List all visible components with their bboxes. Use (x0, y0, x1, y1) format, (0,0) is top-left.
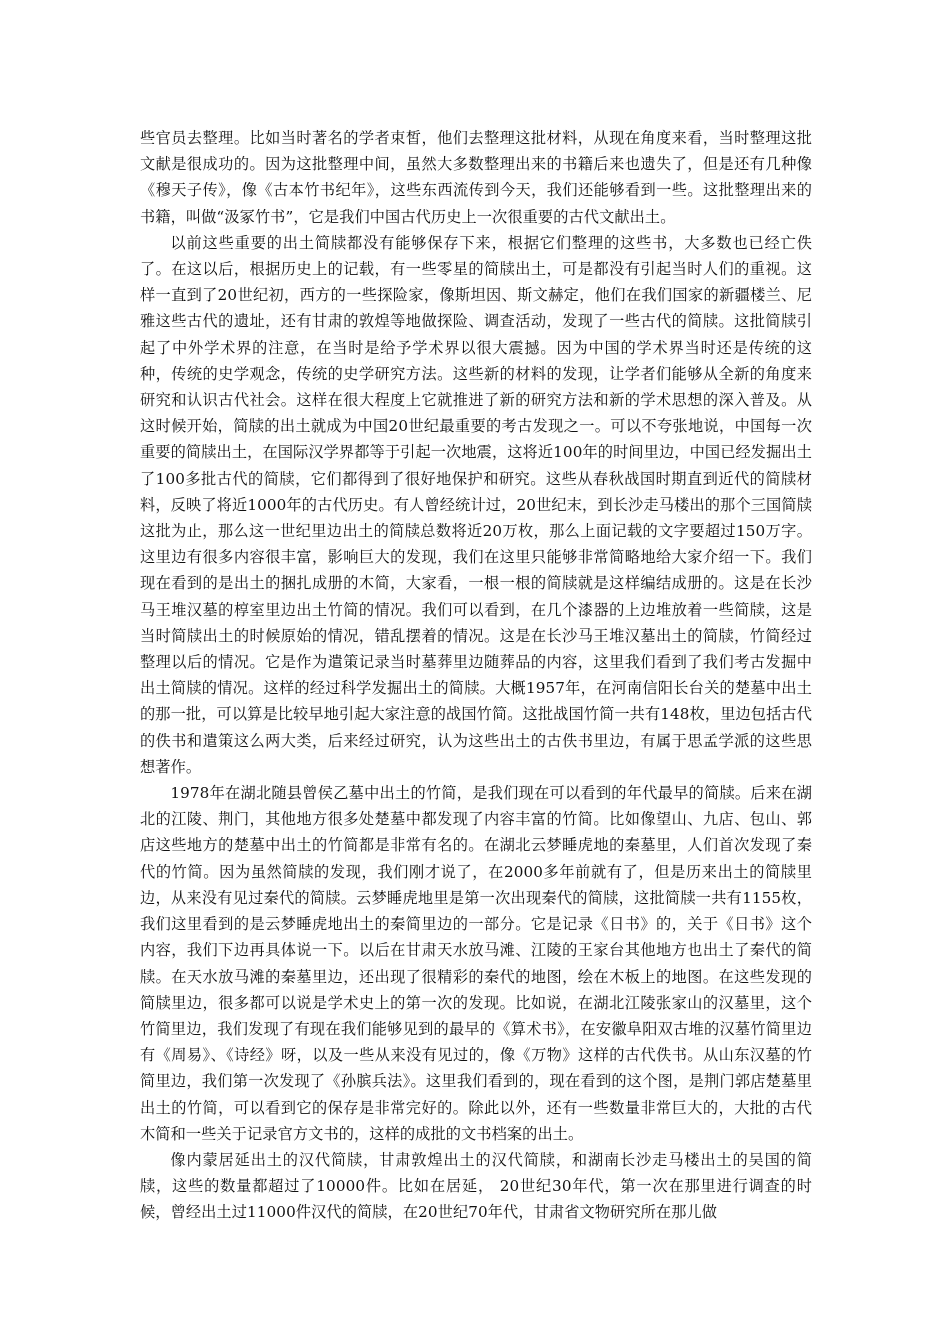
paragraph: 像内蒙居延出土的汉代简牍，甘肃敦煌出土的汉代简牍，和湖南长沙走马楼出土的吴国的简牍，这些的数量都超过了10000件。比如在居延， 20世纪30年代，第一次在那里进行调查的时候，曾经出土过11000件汉代的简牍，在20世纪70年代，甘肃省文物研究所在那儿做 (140, 1150, 812, 1222)
document-page (140, 125, 812, 1226)
paragraph: 1978年在湖北随县曾侯乙墓中出土的竹简，是我们现在可以看到的年代最早的简牍。后来在湖北的江陵、荆门，其他地方很多处楚墓中都发现了内容丰富的竹简。比如像望山、九店、包山、郭店这些地方的楚墓中出土的竹简都是非常有名的。在湖北云梦睡虎地的秦墓里，人们首次发现了秦代的竹简。因为虽然简牍的发现，我们刚才说了，在2000多年前就有了，但是历来出土的简牍里边，从来没有见过秦代的简牍。云梦睡虎地里是第一次出现秦代的简牍，这批简牍一共有1155枚，我们这里看到的是云梦睡虎地出土的秦简里边的一部分。它是记录《日书》的，关于《日书》这个内容，我们下边再具体说一下。以后在甘肃天水放马滩、江陵的王家台其他地方也出土了秦代的简牍。在天水放马滩的秦墓里边，还出现了很精彩的秦代的地图，绘在木板上的地图。在这些发现的简牍里边，很多都可以说是学术史上的第一次的发现。比如说，在湖北江陵张家山的汉墓里，这个竹简里边，我们发现了有现在我们能够见到的最早的《算术书》，在安徽阜阳双古堆的汉墓竹简里边有《周易》、《诗经》呀，以及一些从来没有见过的，像《万物》这样的古代佚书。从山东汉墓的竹简里边，我们第一次发现了《孙膑兵法》。这里我们看到的，现在看到的这个图，是荆门郭店楚墓里出土的竹简，可以看到它的保存是非常完好的。除此以外，还有一些数量非常巨大的，大批的古代木简和一些关于记录官方文书的，这样的成批的文书档案的出土。 (140, 784, 812, 1143)
paragraph-continuation: 些官员去整理。比如当时著名的学者束皙，他们去整理这批材料，从现在角度来看，当时整理这批文献是很成功的。因为这批整理中间，虽然大多数整理出来的书籍后来也遗失了，但是还有几种像《穆天子传》，像《古本竹书纪年》，这些东西流传到今天，我们还能够看到一些。这批整理出来的书籍，叫做“汲冢竹书”，它是我们中国古代历史上一次很重要的古代文献出土。 (140, 129, 812, 226)
paragraph: 以前这些重要的出土简牍都没有能够保存下来，根据它们整理的这些书，大多数也已经亡佚了。在这以后，根据历史上的记载，有一些零星的简牍出土，可是都没有引起当时人们的重视。这样一直到了20世纪初，西方的一些探险家，像斯坦因、斯文赫定，他们在我们国家的新疆楼兰、尼雅这些古代的遗址，还有甘肃的敦煌等地做探险、调查活动，发现了一些古代的简牍。这批简牍引起了中外学术界的注意，在当时是给予学术界以很大震撼。因为中国的学术界当时还是传统的这种，传统的史学观念，传统的史学研究方法。这些新的材料的发现，让学者们能够从全新的角度来研究和认识古代社会。这样在很大程度上它就推进了新的研究方法和新的学术思想的深入普及。从这时候开始，简牍的出土就成为中国20世纪最重要的考古发现之一。可以不夸张地说，中国每一次重要的简牍出土，在国际汉学界都等于引起一次地震，这将近100年的时间里边，中国已经发掘出土了100多批古代的简牍，它们都得到了很好地保护和研究。这些从春秋战国时期直到近代的简牍材料，反映了将近1000年的古代历史。有人曾经统计过，20世纪末，到长沙走马楼出的那个三国简牍这批为止，那么这一世纪里边出土的简牍总数将近20万枚，那么上面记载的文字要超过150万字。这里边有很多内容很丰富，影响巨大的发现，我们在这里只能够非常简略地给大家介绍一下。我们现在看到的是出土的捆扎成册的木简，大家看，一根一根的简牍就是这样编结成册的。这是在长沙马王堆汉墓的椁室里边出土竹简的情况。我们可以看到，在几个漆器的上边堆放着一些简牍，这是当时简牍出土的时候原始的情况，错乱摆着的情况。这是在长沙马王堆汉墓出土的简牍，竹简经过整理以后的情况。它是作为遣策记录当时墓葬里边随葬品的内容，这里我们看到了我们考古发掘中出土简牍的情况。这样的经过科学发掘出土的简牍。大概1957年，在河南信阳长台关的楚墓中出土的那一批，可以算是比较早地引起大家注意的战国竹简。这批战国竹简一共有148枚，里边包括古代的佚书和遣策这么两大类，后来经过研究，认为这些出土的古佚书里边，有属于思孟学派的这些思想著作。 (140, 233, 812, 776)
